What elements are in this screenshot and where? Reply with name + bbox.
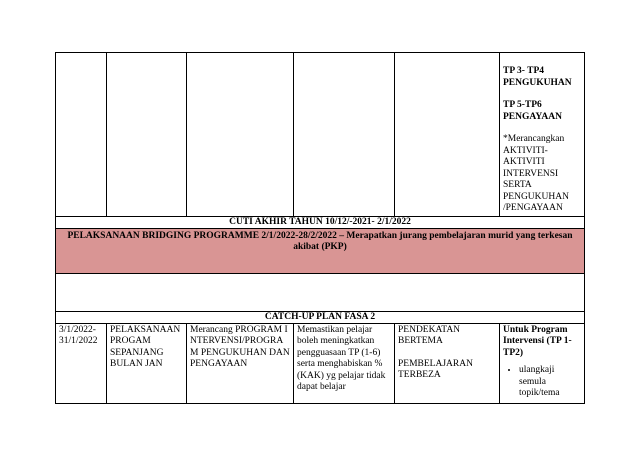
intervention-heading: Untuk Program Intervensi (TP 1-TP2): [503, 324, 572, 358]
empty-cell: [187, 53, 294, 217]
list-item: • ulangkaji semula topik/tema: [519, 365, 581, 400]
empty-cell: [56, 53, 107, 217]
empty-cell: [294, 53, 395, 217]
empty-cell: [395, 53, 500, 217]
empty-cell: [56, 273, 585, 311]
intervention-list: [503, 365, 581, 400]
planning-cell: Merancang PROGRAM INTERVENSI/PROGRAM PENGUKUHAN DAN PENGAYAAN: [187, 323, 294, 403]
tp-cell: [500, 53, 585, 217]
tp-line: /PENGAYAAN: [503, 203, 563, 213]
tp-line: *Merancangkan: [503, 134, 565, 144]
tp-line: SERTA: [503, 180, 532, 190]
approach-cell: [395, 323, 500, 403]
table-row: [56, 311, 585, 323]
tp-heading: PENGAYAAN: [503, 111, 562, 122]
approach-line: PENDEKATAN BERTEMA: [398, 324, 461, 346]
tp-heading: PENGUKUHAN: [503, 77, 572, 88]
table-row: [56, 323, 585, 403]
tp-heading: TP 3- TP4: [503, 66, 544, 76]
cuti-heading: CUTI AKHIR TAHUN 10/12/-2021- 2/1/2022: [56, 216, 585, 228]
programme-cell: PELAKSANAAN PROGAM SEPANJANG BULAN JAN: [107, 323, 187, 403]
pkp-banner: PELAKSANAAN BRIDGING PROGRAMME 2/1/2022-28/2/2022 – Merapatkan jurang pembelajaran murid yang terkesan akibat (PKP): [56, 228, 585, 273]
table-row: [56, 273, 585, 311]
tp-line: AKTIVITI-: [503, 145, 548, 156]
plan-table: [55, 52, 585, 404]
date-cell: 3/1/2022-31/1/2022: [56, 323, 107, 403]
table-row: [56, 53, 585, 217]
table-row: [56, 216, 585, 228]
tp-line: INTERVENSI: [503, 168, 559, 179]
tp-line: PENGUKUHAN: [503, 191, 569, 202]
catchup-heading: CATCH-UP PLAN FASA 2: [56, 311, 585, 323]
tp-heading: TP 5-TP6: [503, 100, 542, 110]
empty-cell: [107, 53, 187, 217]
table-row: [56, 228, 585, 273]
intervention-cell: [500, 323, 585, 403]
objective-cell: Memastikan pelajar boleh meningkatkan pengguasaan TP (1-6) serta menghabiskan %(KAK) yg pelajar tidak dapat belajar: [294, 323, 395, 403]
tp-line: AKTIVITI: [503, 157, 545, 167]
approach-line: PEMBELAJARAN TERBEZA: [398, 358, 473, 380]
